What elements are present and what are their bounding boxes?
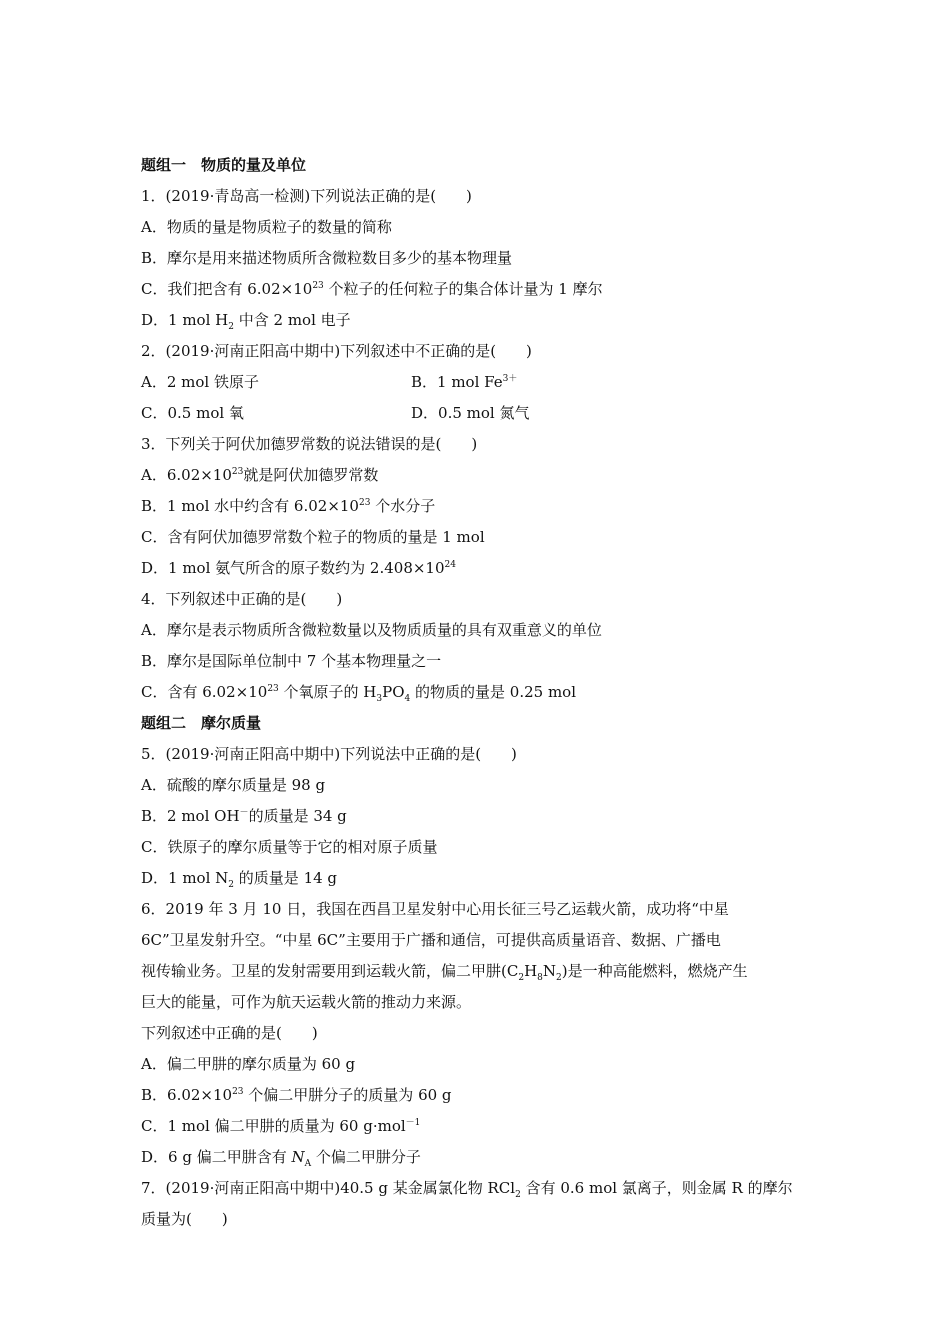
question-4-stem: 4．下列叙述中正确的是( ) (141, 590, 343, 608)
question-6-stem: 下列叙述中正确的是( ) (141, 1024, 318, 1042)
q2-option-d: D．0.5 mol 氮气 (411, 404, 530, 422)
q5-option-d: D．1 mol $N_2$ 的质量是 14 g (141, 869, 338, 890)
question-7-line-1: 7．(2019·河南正阳高中期中)40.5 g 某金属氯化物 RCl$_2$ 含有 0.6 mol 氯离子，则金属 R 的摩尔 (141, 1179, 793, 1200)
question-5-stem: 5．(2019·河南正阳高中期中)下列说法中正确的是( ) (141, 745, 517, 763)
q1-option-c: C．我们把含有 $6.02\times 10^{23}$ 个粒子的任何粒子的集合体计量为 1 摩尔 (141, 280, 603, 298)
q5-option-c: C．铁原子的摩尔质量等于它的相对原子质量 (141, 838, 438, 856)
document-page (141, 150, 811, 1235)
q6-option-b: B．$6.02\times 10^{23}$ 个偏二甲肼分子的质量为 60 g (141, 1086, 452, 1104)
question-6-line-1: 6．2019 年 3 月 10 日，我国在西昌卫星发射中心用长征三号乙运载火箭，成功将“中星 (141, 900, 729, 918)
q6-option-c: C．1 mol 偏二甲肼的质量为 60 g·mol$^{-1}$ (141, 1117, 421, 1135)
q1-option-b: B．摩尔是用来描述物质所含微粒数目多少的基本物理量 (141, 249, 513, 267)
question-7-line-2: 质量为( ) (141, 1210, 228, 1228)
q5-option-b: B．2 mol OH－的质量是 34 g (141, 807, 347, 825)
q3-option-d: D．1 mol 氨气所含的原子数约为 $2.408\times 10^{24}$ (141, 559, 456, 577)
q2-option-c: C．0.5 mol 氧 (141, 404, 244, 422)
section-heading-group1: 题组一 物质的量及单位 (141, 156, 307, 174)
q1-option-a: A．物质的量是物质粒子的数量的简称 (141, 218, 392, 236)
question-3-stem: 3．下列关于阿伏加德罗常数的说法错误的是( ) (141, 435, 478, 453)
q1-option-d: D．1 mol $H_2$ 中含 2 mol 电子 (141, 311, 351, 332)
q3-option-c: C．含有阿伏加德罗常数个粒子的物质的量是 1 mol (141, 528, 485, 546)
q5-option-a: A．硫酸的摩尔质量是 98 g (141, 776, 326, 794)
q3-option-b: B．1 mol 水中约含有 $6.02\times 10^{23}$ 个水分子 (141, 497, 436, 515)
q4-option-c: C．含有 $6.02\times 10^{23}$ 个氧原子的 $H_3PO_4$ 的物质的量是 0.25 mol (141, 683, 577, 704)
q2-option-a: A．2 mol 铁原子 (141, 373, 259, 391)
q6-option-a: A．偏二甲肼的摩尔质量为 60 g (141, 1055, 356, 1073)
q4-option-a: A．摩尔是表示物质所含微粒数量以及物质质量的具有双重意义的单位 (141, 621, 602, 639)
q2-options-ab (141, 367, 811, 398)
question-6-line-4: 巨大的能量，可作为航天运载火箭的推动力来源。 (141, 993, 472, 1011)
question-6-line-3: 视传输业务。卫星的发射需要用到运载火箭，偏二甲肼$(C_2H_8N_2)$是一种高能燃料，燃烧产生 (141, 962, 748, 983)
q2-option-b: B．1 mol $Fe^{3+}$ (411, 373, 518, 391)
q3-option-a: A．$6.02\times 10^{23}$就是阿伏加德罗常数 (141, 466, 379, 484)
question-1-stem: 1．(2019·青岛高一检测)下列说法正确的是( ) (141, 187, 472, 205)
q4-option-b: B．摩尔是国际单位制中 7 个基本物理量之一 (141, 652, 442, 670)
question-2-stem: 2．(2019·河南正阳高中期中)下列叙述中不正确的是( ) (141, 342, 532, 360)
q6-option-d: D．6 g 偏二甲肼含有 $N_A$ 个偏二甲肼分子 (141, 1148, 421, 1169)
section-heading-group2: 题组二 摩尔质量 (141, 714, 262, 732)
q2-options-cd (141, 398, 811, 429)
question-6-line-2: 6C”卫星发射升空。“中星 6C”主要用于广播和通信，可提供高质量语音、数据、广播电 (141, 931, 721, 949)
